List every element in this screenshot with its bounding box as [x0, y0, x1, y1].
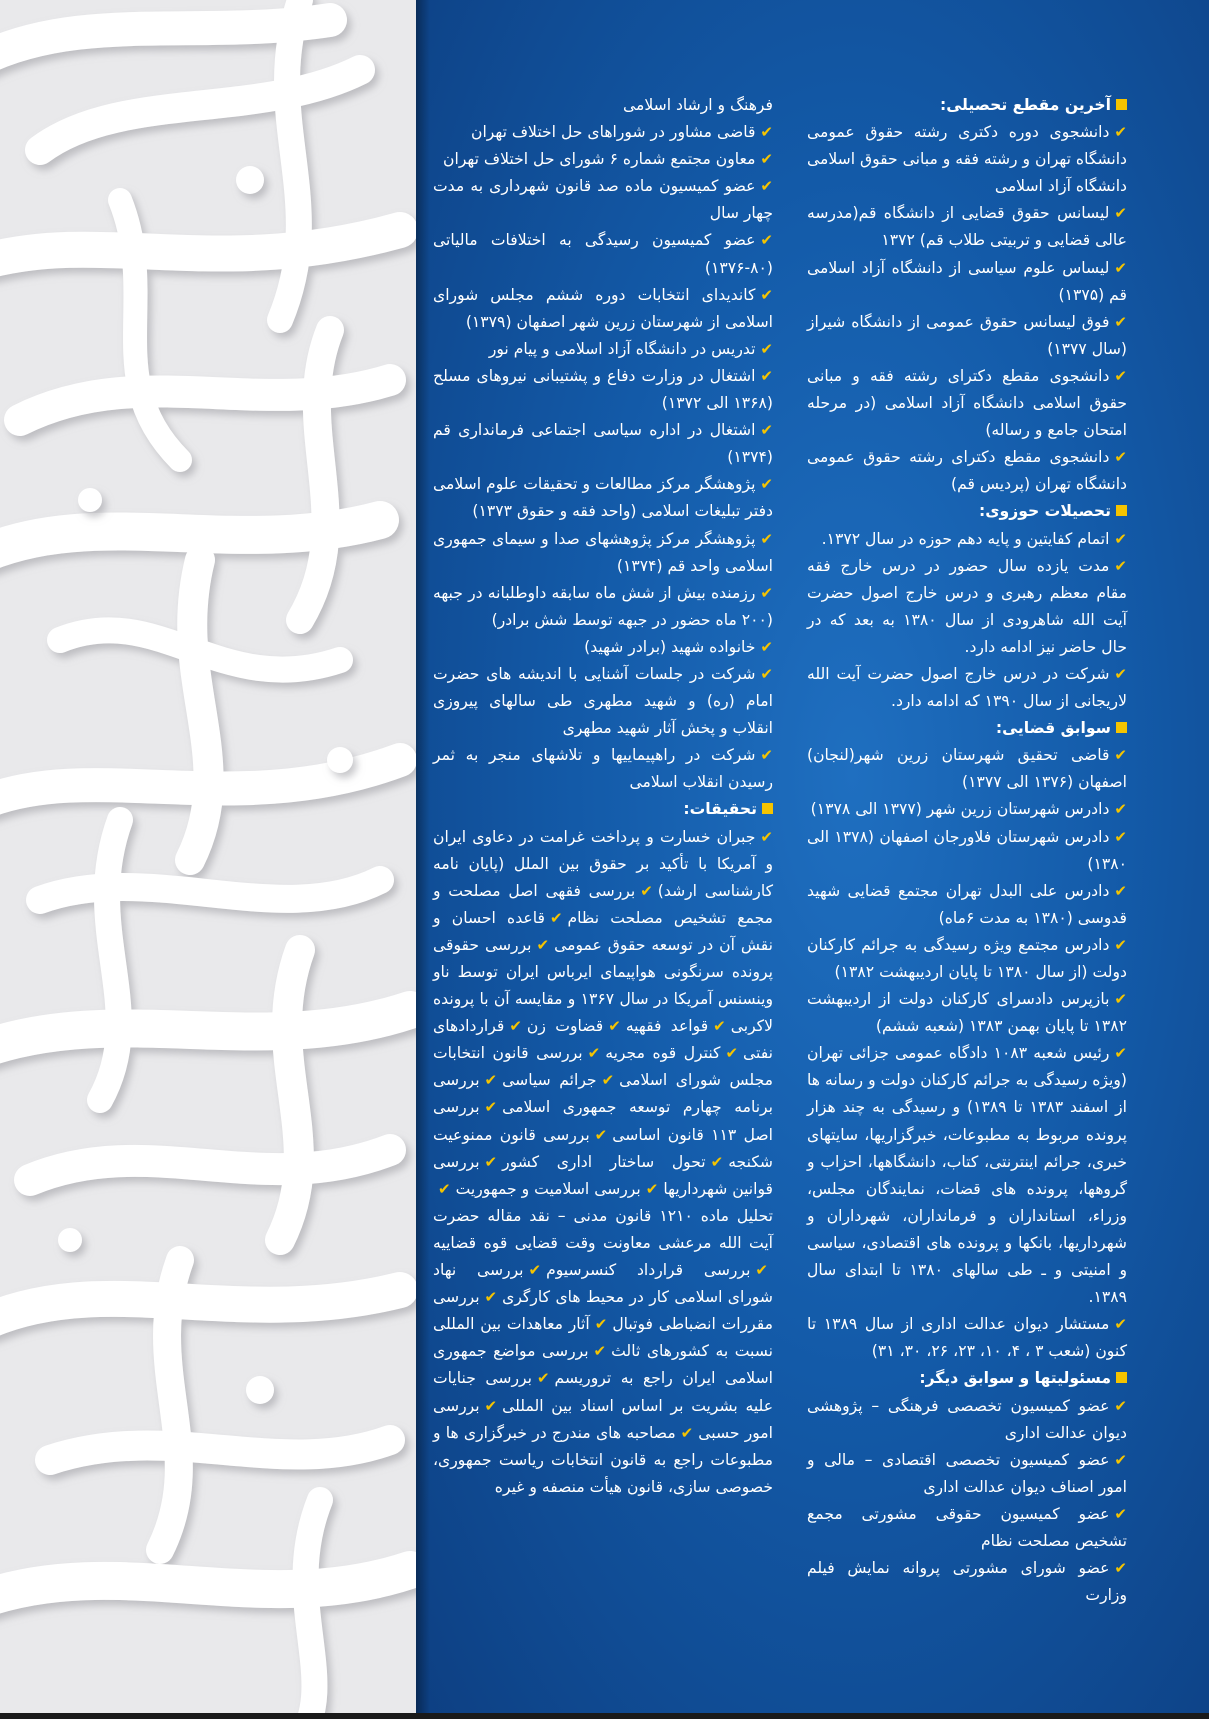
list-item: ✔کاندیدای انتخابات دوره ششم مجلس شورای اسلامی از شهرستان زرین شهر اصفهان (۱۳۷۹) [433, 282, 773, 336]
check-icon: ✔ [1114, 1559, 1127, 1578]
list-item: ✔پژوهشگر مرکز پژوهشهای صدا و سیمای جمهوری اسلامی واحد قم (۱۳۷۴) [433, 526, 773, 580]
calligraphy-art [0, 0, 416, 1719]
check-icon: ✔ [1114, 1450, 1127, 1469]
list-item: ✔پژوهشگر مرکز مطالعات و تحقیقات علوم اسلامی دفتر تبلیغات اسلامی (واحد فقه و حقوق ۱۳۷۳) [433, 471, 773, 525]
check-icon: ✔ [760, 421, 773, 440]
square-icon [1116, 505, 1127, 516]
check-icon: ✔ [601, 1071, 615, 1090]
check-icon: ✔ [484, 1288, 498, 1307]
list-item: ✔دادرس علی البدل تهران مجتمع قضایی شهید قدوسی (۱۳۸۰ به مدت ۶ماه) [807, 878, 1127, 932]
check-icon: ✔ [755, 1261, 768, 1280]
list-item: ✔عضو کمیسیون رسیدگی به اختلافات مالیاتی (۸۰-۱۳۷۶) [433, 227, 773, 281]
responsibilities-heading: مسئولیتها و سوابق دیگر: [807, 1365, 1127, 1392]
check-icon: ✔ [536, 935, 550, 954]
check-icon: ✔ [760, 339, 773, 358]
check-icon: ✔ [1114, 881, 1127, 900]
education-heading: آخرین مقطع تحصیلی: [807, 92, 1127, 119]
list-item: ✔مدت یازده سال حضور در درس خارج فقه مقام معظم رهبری و درس خارج اصول حضرت آیت الله شاهرودی از سال ۱۳۸۰ به بعد که در حال حاضر نیز ادامه دارد. [807, 553, 1127, 661]
check-icon: ✔ [484, 1098, 498, 1117]
check-icon: ✔ [509, 1017, 522, 1036]
check-icon: ✔ [1114, 1504, 1127, 1523]
seminary-heading: تحصیلات حوزوی: [807, 498, 1127, 525]
check-icon: ✔ [438, 1179, 451, 1198]
check-icon: ✔ [528, 1261, 542, 1280]
check-icon: ✔ [1114, 664, 1127, 683]
list-item: ✔عضو کمیسیون تخصصی اقتصادی – مالی و امور اصناف دیوان عدالت اداری [807, 1447, 1127, 1501]
list-item: ✔تدریس در دانشگاه آزاد اسلامی و پیام نور [433, 336, 773, 363]
check-icon: ✔ [760, 231, 773, 250]
check-icon: ✔ [1114, 448, 1127, 467]
check-icon: ✔ [1114, 1315, 1127, 1334]
check-icon: ✔ [608, 1017, 621, 1036]
judicial-heading: سوابق قضایی: [807, 715, 1127, 742]
list-item: ✔عضو کمیسیون حقوقی مشورتی مجمع تشخیص مصلحت نظام [807, 1501, 1127, 1555]
list-item: ✔دانشجوی مقطع دکترای رشته فقه و مبانی حقوق اسلامی دانشگاه آزاد اسلامی (در مرحله امتحان جامع و رساله) [807, 363, 1127, 444]
list-item: ✔شرکت در راهپیماییها و تلاشهای منجر به ثمر رسیدن انقلاب اسلامی [433, 742, 773, 796]
check-icon: ✔ [760, 827, 773, 846]
check-icon: ✔ [713, 1017, 726, 1036]
list-item: ✔رئیس شعبه ۱۰۸۳ دادگاه عمومی جزائی تهران (ویژه رسیدگی به جرائم کارکنان دولت و رسانه ها از اسفند ۱۳۸۳ تا ۱۳۸۹) و رسیدگی به چند هزار پرونده مربوط به مطبوعات، خبرگزاریها، سایتهای خبری، جرائم اینترنتی، کتاب، دانشگاهها، احزاب و گروهها، پرونده های قضات، نمایندگان مجلس، وزراء، استانداران و فرمانداران، شهرداران و شهرداریها، بانکها و پرونده های اقتصادی، سیاسی و امنیتی و ـ طی سالهای ۱۳۸۰ تا ابتدای سال ۱۳۸۹. [807, 1040, 1127, 1311]
check-icon: ✔ [760, 123, 773, 142]
list-item: ✔فوق لیسانس حقوق عمومی از دانشگاه شیراز (سال ۱۳۷۷) [807, 309, 1127, 363]
check-icon: ✔ [1114, 366, 1127, 385]
list-item: ✔عضو کمیسیون تخصصی فرهنگی – پژوهشی دیوان عدالت اداری [807, 1393, 1127, 1447]
check-icon: ✔ [1114, 123, 1127, 142]
list-item: ✔دانشجوی دوره دکتری رشته حقوق عمومی دانشگاه تهران و رشته فقه و مبانی حقوق اسلامی دانشگاه آزاد اسلامی [807, 119, 1127, 200]
list-item: ✔شرکت در درس خارج اصول حضرت آیت الله لاریجانی از سال ۱۳۹۰ که ادامه دارد. [807, 661, 1127, 715]
left-column [433, 92, 773, 1501]
check-icon: ✔ [760, 637, 773, 656]
continuation-text: فرهنگ و ارشاد اسلامی [622, 96, 773, 114]
list-item: ✔اتمام کفایتین و پایه دهم حوزه در سال ۱۳۷۲. [807, 526, 1127, 553]
square-icon [1116, 722, 1127, 733]
list-item: ✔لیساس علوم سیاسی از دانشگاه آزاد اسلامی قم (۱۳۷۵) [807, 255, 1127, 309]
list-item: ✔دانشجوی مقطع دکترای رشته حقوق عمومی دانشگاه تهران (پردیس قم) [807, 444, 1127, 498]
check-icon: ✔ [640, 881, 653, 900]
square-icon [762, 803, 773, 814]
bottom-bar [0, 1713, 1209, 1719]
right-column [807, 92, 1127, 1609]
check-icon: ✔ [760, 177, 773, 196]
list-item: ✔خانواده شهید (برادر شهید) [433, 634, 773, 661]
list-item: ✔قاضی مشاور در شوراهای حل اختلاف تهران [433, 119, 773, 146]
list-item: ✔اشتغال در اداره سیاسی اجتماعی فرمانداری قم (۱۳۷۴) [433, 417, 773, 471]
check-icon: ✔ [1114, 1396, 1127, 1415]
check-icon: ✔ [1114, 204, 1127, 223]
list-item: ✔شرکت در جلسات آشنایی با اندیشه های حضرت امام (ره) و شهید مطهری طی سالهای پیروزی انقلاب و پخش آثار شهید مطهری [433, 661, 773, 742]
check-icon: ✔ [760, 366, 773, 385]
check-icon: ✔ [725, 1044, 739, 1063]
check-icon: ✔ [484, 1152, 498, 1171]
list-item: ✔بازپرس دادسرای کارکنان دولت از اردیبهشت ۱۳۸۲ تا پایان بهمن ۱۳۸۳ (شعبه ششم) [807, 986, 1127, 1040]
check-icon: ✔ [1114, 990, 1127, 1009]
check-icon: ✔ [549, 908, 563, 927]
check-icon: ✔ [484, 1396, 498, 1415]
check-icon: ✔ [760, 583, 773, 602]
check-icon: ✔ [760, 285, 773, 304]
check-icon: ✔ [1114, 1044, 1127, 1063]
square-icon [1116, 1372, 1127, 1383]
check-icon: ✔ [760, 529, 773, 548]
list-item: ✔دادرس مجتمع ویژه رسیدگی به جرائم کارکنان دولت (از سال ۱۳۸۰ تا پایان اردیبهشت ۱۳۸۲) [807, 932, 1127, 986]
research-paragraph: ✔جبران خسارت و پرداخت غرامت در دعاوی ایران و آمریکا با تأکید بر حقوق بین الملل (پایان نامه کارشناسی ارشد)✔بررسی فقهی اصل مصلحت و مجمع تشخیص مصلحت نظام✔قاعده احسان و نقش آن در توسعه حقوق عمومی✔بررسی حقوقی پرونده سرنگونی هواپیمای ایرباس ایران توسط ناو وینسنس آمریکا در سال ۱۳۶۷ و مقایسه آن با پرونده لاکربی✔قواعد فقهیه✔قضاوت زن✔قراردادهای نفتی✔کنترل قوه مجریه✔بررسی قانون انتخابات مجلس شورای اسلامی✔جرائم سیاسی✔بررسی برنامه چهارم توسعه جمهوری اسلامی✔بررسی اصل ۱۱۳ قانون اساسی✔بررسی قانون ممنوعیت شکنجه✔تحول ساختار اداری کشور✔بررسی قوانین شهرداریها✔بررسی اسلامیت و جمهوریت✔تحلیل ماده ۱۲۱۰ قانون مدنی – نقد مقاله حضرت آیت الله مرعشی معاونت وقت قضایی قوه قضاییه✔بررسی قرارداد کنسرسیوم✔بررسی نهاد شورای اسلامی کار در محیط های کارگری✔بررسی مقررات انضباطی فوتبال✔آثار معاهدات بین المللی نسبت به کشورهای ثالث✔بررسی مواضع جمهوری اسلامی ایران راجع به تروریسم✔بررسی جنایات علیه بشریت بر اساس اسناد بین المللی✔بررسی امور حسبی✔مصاحبه های مندرج در خبرگزاری ها و مطبوعات راجع به قانون انتخابات ریاست جمهوری، خصوصی سازی، قانون هیأت منصفه و غیره [433, 824, 773, 1501]
list-item: ✔عضو کمیسیون ماده صد قانون شهرداری به مدت چهار سال [433, 173, 773, 227]
check-icon: ✔ [1114, 800, 1127, 819]
list-item: ✔رزمنده بیش از شش ماه سابقه داوطلبانه در جبهه (۲۰۰ ماه حضور در جبهه توسط شش برادر) [433, 580, 773, 634]
check-icon: ✔ [1114, 746, 1127, 765]
check-icon: ✔ [484, 1071, 498, 1090]
list-item: ✔دادرس شهرستان زرین شهر (۱۳۷۷ الی ۱۳۷۸) [807, 796, 1127, 823]
check-icon: ✔ [645, 1179, 659, 1198]
check-icon: ✔ [1114, 529, 1127, 548]
check-icon: ✔ [760, 475, 773, 494]
calligraphy-decoration [0, 0, 416, 1719]
list-item: ✔قاضی تحقیق شهرستان زرین شهر(لنجان) اصفهان (۱۳۷۶ الی ۱۳۷۷) [807, 742, 1127, 796]
check-icon: ✔ [1114, 935, 1127, 954]
list-item: ✔اشتغال در وزارت دفاع و پشتیبانی نیروهای مسلح (۱۳۶۸ الی ۱۳۷۲) [433, 363, 773, 417]
list-item: ✔دادرس شهرستان فلاورجان اصفهان (۱۳۷۸ الی ۱۳۸۰) [807, 824, 1127, 878]
check-icon: ✔ [594, 1315, 608, 1334]
square-icon [1116, 99, 1127, 110]
check-icon: ✔ [760, 664, 773, 683]
list-item: ✔مستشار دیوان عدالت اداری از سال ۱۳۸۹ تا کنون (شعب ۳ ، ۴، ۱۰، ۲۳، ۲۶، ۳۰، ۳۱) [807, 1311, 1127, 1365]
research-heading: تحقیقات: [433, 796, 773, 823]
list-item: ✔لیسانس حقوق قضایی از دانشگاه قم(مدرسه عالی قضایی و تربیتی طلاب قم) ۱۳۷۲ [807, 200, 1127, 254]
check-icon: ✔ [1114, 312, 1127, 331]
check-icon: ✔ [1114, 556, 1127, 575]
check-icon: ✔ [1114, 827, 1127, 846]
check-icon: ✔ [594, 1125, 608, 1144]
check-icon: ✔ [1114, 258, 1127, 277]
check-icon: ✔ [760, 150, 773, 169]
check-icon: ✔ [587, 1044, 601, 1063]
check-icon: ✔ [680, 1423, 694, 1442]
list-item: ✔معاون مجتمع شماره ۶ شورای حل اختلاف تهران [433, 146, 773, 173]
check-icon: ✔ [760, 746, 773, 765]
check-icon: ✔ [710, 1152, 724, 1171]
check-icon: ✔ [593, 1342, 607, 1361]
check-icon: ✔ [536, 1369, 550, 1388]
list-item: ✔عضو شورای مشورتی پروانه نمایش فیلم وزارت [807, 1555, 1127, 1609]
